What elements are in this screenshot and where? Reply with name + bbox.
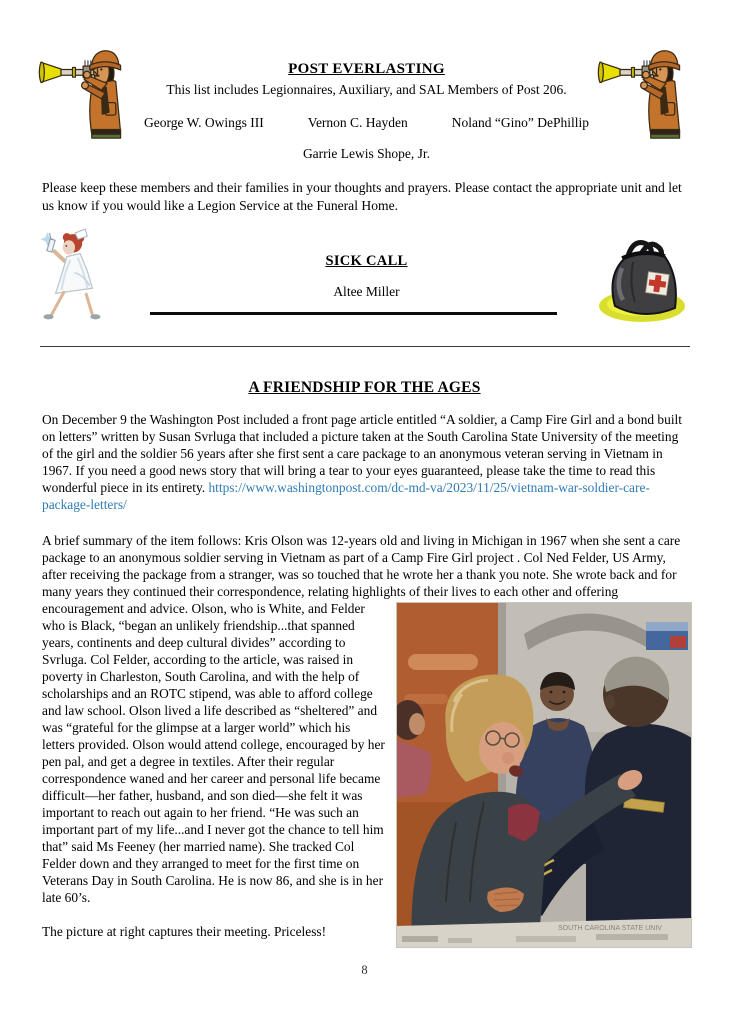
sick-call-title: SICK CALL [325, 253, 408, 269]
meeting-photo [396, 602, 692, 948]
member-name: Garrie Lewis Shope, Jr. [302, 146, 431, 161]
washington-post-link[interactable]: https://www.washingtonpost.com/dc-md-va/2023/11/25/vietnam-war-soldier-care-package-letters/ [42, 480, 650, 512]
member-name: George W. Owings III [143, 115, 264, 130]
photo-credit: SOUTH CAROLINA STATE UNIV [558, 925, 662, 932]
nurse-icon [32, 226, 116, 326]
article-paragraph-3: The picture at right captures their meeting. Priceless! [42, 924, 327, 939]
article-paragraph-1 [42, 411, 692, 513]
post-everlasting-title: POST EVERLASTING [288, 61, 445, 77]
member-names-row [117, 115, 617, 131]
membership-note: Please keep these members and their families in your thoughts and prayers. Please contact the appropriate unit and let us know if you would like a Legion Service at the Funeral Home. [42, 180, 682, 213]
sick-call-section [42, 226, 691, 336]
section-divider-thick [150, 312, 557, 315]
article-paragraph-1-text: On December 9 the Washington Post included a front page article entitled “A soldier, a Camp Fire Girl and a bond built on letters” written by Susan Svrluga that included a picture taken at the South Carolina State University of the meeting of the girl and the soldier 56 years after she first sent a care package to an anonymous veteran serving in Vietnam in 1967. If you need a good news story that will bring a tear to your eyes guaranteed, please take the time to read this wonderful piece in its entirety. [42, 412, 682, 495]
member-name: Vernon C. Hayden [307, 115, 408, 130]
article-paragraph-2: A brief summary of the item follows: Kris Olson was 12-years old and living in Michigan in 1967 when she sent a care package to an anonymous soldier serving in Vietnam as part of a Camp Fire Girl project . Col Ned Felder, US Army, after receiving the package from a stranger, was so touched that he wrote her a thank you note. She wrote back and for many years they continued their correspondence, relating highlights of their lives to each other and offering encouragement and advice. Olson, who is White, and Felder who is Black, “began an unlikely friendship...that spanned years, continents and deep cultural divides” according to Svrluga. Col Felder, according to the article, was raised in poverty in Charleston, South Carolina, and with the help of scholarships and an ROTC stipend, was able to afford college and law school. Olson lived a life described as “sheltered” and was “grateful for the glimpse at a larger world” which his letters provided. Olson would attend college, encouraged by her pen pal, and get a degree in textiles. After their regular correspondence waned and her career and personal life became difficult—her father, husband, and son died—she felt it was important to reach out again to her friend. “He was such an important part of my life...and I never got the chance to tell him that” said Ms Feeney (her married name). She tracked Col Felder down and they arranged to meet for the first time on Veterans Day in South Carolina. He is now 86, and she is in her late 60’s. [42, 533, 681, 905]
post-everlasting-subtitle: This list includes Legionnaires, Auxiliary, and SAL Members of Post 206. [166, 82, 567, 97]
bugler-icon [597, 46, 693, 140]
member-name: Noland “Gino” DePhillip [451, 115, 590, 130]
page-number: 8 [361, 963, 368, 977]
post-everlasting-section [42, 44, 691, 184]
medical-bag-icon [595, 230, 689, 326]
bugler-icon [38, 46, 134, 140]
section-divider-thin [40, 346, 690, 347]
friendship-title: A FRIENDSHIP FOR THE AGES [248, 379, 481, 396]
sick-call-names: Altee Miller [333, 284, 400, 299]
friendship-article [42, 411, 692, 954]
